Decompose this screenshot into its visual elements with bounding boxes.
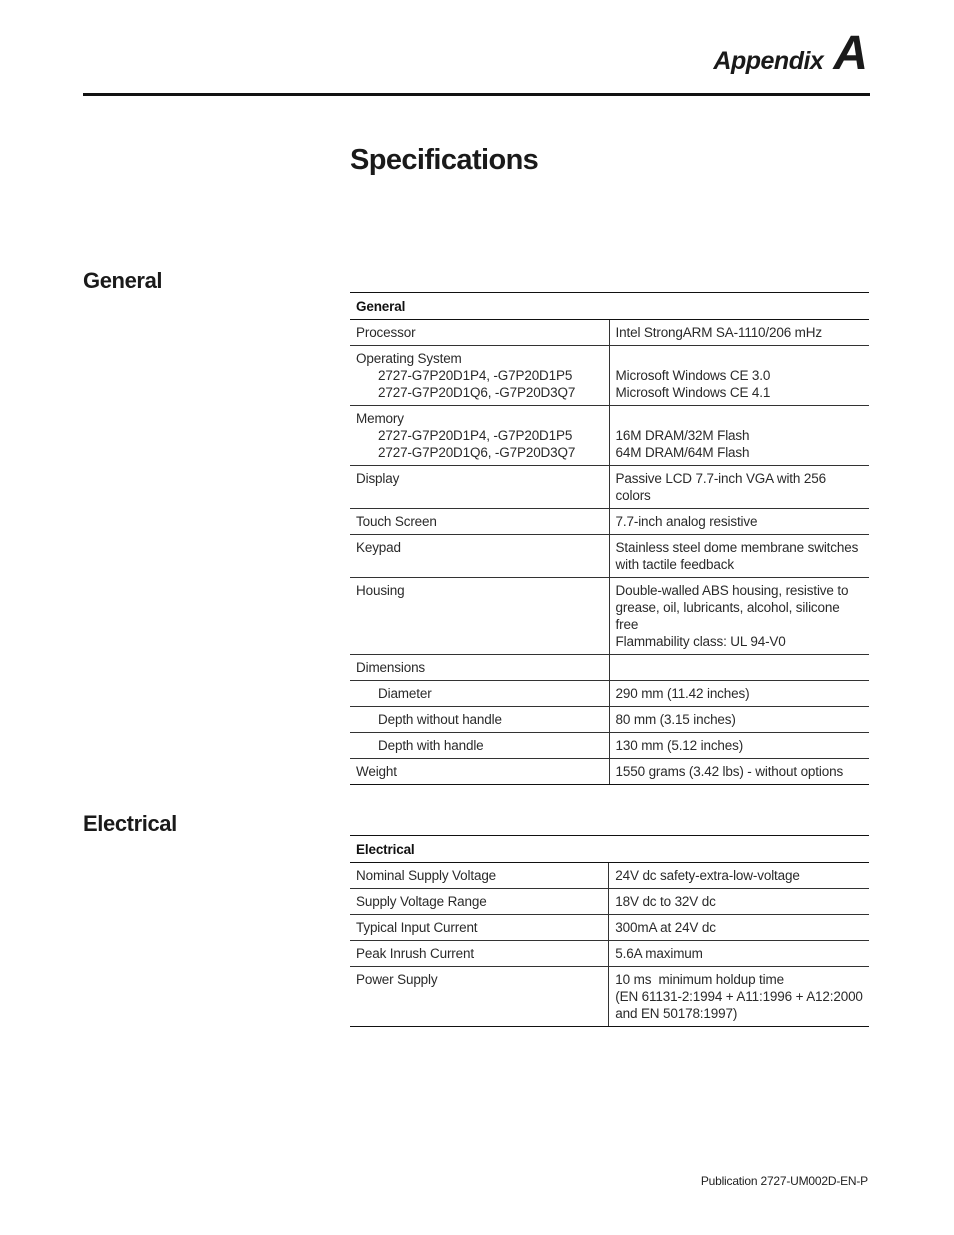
table-row xyxy=(350,509,869,535)
general-spec-table xyxy=(350,292,869,785)
page-title: Specifications xyxy=(350,144,539,176)
spec-value: with tactile feedback xyxy=(615,557,734,572)
table-row xyxy=(350,320,869,346)
table-row xyxy=(350,578,869,655)
spec-value: 64M DRAM/64M Flash xyxy=(615,445,750,460)
model-number: 2727-G7P20D1Q6, -G7P20D3Q7 xyxy=(378,445,576,460)
spec-value-cell xyxy=(609,578,869,655)
spec-value: 290 mm (11.42 inches) xyxy=(609,681,869,707)
table-row xyxy=(350,535,869,578)
spec-value-empty xyxy=(609,655,869,681)
spec-value: 1550 grams (3.42 lbs) - without options xyxy=(609,759,869,785)
spec-value-cell xyxy=(609,346,869,406)
appendix-letter: A xyxy=(833,27,868,80)
table-header-row xyxy=(350,836,869,863)
spec-value: Double-walled ABS housing, resistive to xyxy=(615,583,849,598)
table-row xyxy=(350,466,869,509)
table-row xyxy=(350,681,869,707)
spec-value: grease, oil, lubricants, alcohol, silicone free xyxy=(615,600,840,632)
spec-value: 7.7-inch analog resistive xyxy=(609,509,869,535)
section-title-electrical: Electrical xyxy=(83,811,177,836)
spec-label: Supply Voltage Range xyxy=(350,889,609,915)
spec-label: Operating System xyxy=(356,351,462,366)
spec-label-cell xyxy=(350,707,609,733)
spec-value: 18V dc to 32V dc xyxy=(609,889,869,915)
spec-label: Diameter xyxy=(378,686,432,701)
spec-value: 300mA at 24V dc xyxy=(609,915,869,941)
spec-label-cell xyxy=(350,346,609,406)
spec-value: 5.6A maximum xyxy=(609,941,869,967)
table-header-row xyxy=(350,293,869,320)
spec-label-cell xyxy=(350,681,609,707)
electrical-table-header: Electrical xyxy=(350,836,869,863)
spec-value-cell xyxy=(609,967,869,1027)
spec-value: 10 ms minimum holdup time xyxy=(615,972,784,987)
spec-value: Intel StrongARM SA-1110/206 mHz xyxy=(609,320,869,346)
spec-label: Display xyxy=(350,466,609,509)
electrical-spec-table xyxy=(350,835,869,1027)
appendix-heading xyxy=(713,27,868,80)
table-row xyxy=(350,759,869,785)
spec-value-cell xyxy=(609,406,869,466)
spec-label: Keypad xyxy=(350,535,609,578)
spec-value: 24V dc safety-extra-low-voltage xyxy=(609,863,869,889)
spec-value: Microsoft Windows CE 4.1 xyxy=(615,385,771,400)
spec-value: Microsoft Windows CE 3.0 xyxy=(615,368,771,383)
table-row xyxy=(350,967,869,1027)
table-row xyxy=(350,733,869,759)
spec-value: Passive LCD 7.7-inch VGA with 256 colors xyxy=(609,466,869,509)
spec-value: 16M DRAM/32M Flash xyxy=(615,428,750,443)
spec-value: Flammability class: UL 94-V0 xyxy=(615,634,786,649)
table-row xyxy=(350,941,869,967)
appendix-word: Appendix xyxy=(713,47,824,75)
spec-label: Depth without handle xyxy=(378,712,502,727)
spec-value-cell xyxy=(609,535,869,578)
spec-label: Power Supply xyxy=(350,967,609,1027)
spec-value: 80 mm (3.15 inches) xyxy=(609,707,869,733)
table-row xyxy=(350,655,869,681)
table-row xyxy=(350,889,869,915)
header-rule xyxy=(83,93,870,96)
spec-label: Nominal Supply Voltage xyxy=(350,863,609,889)
spec-value: 130 mm (5.12 inches) xyxy=(609,733,869,759)
table-row xyxy=(350,863,869,889)
model-number: 2727-G7P20D1Q6, -G7P20D3Q7 xyxy=(378,385,576,400)
spec-value: and EN 50178:1997) xyxy=(615,1006,738,1021)
model-number: 2727-G7P20D1P4, -G7P20D1P5 xyxy=(378,428,573,443)
section-title-general: General xyxy=(83,268,163,293)
spec-value: (EN 61131-2:1994 + A11:1996 + A12:2000 xyxy=(615,989,863,1004)
table-row xyxy=(350,346,869,406)
spec-label: Memory xyxy=(356,411,404,426)
model-number: 2727-G7P20D1P4, -G7P20D1P5 xyxy=(378,368,573,383)
general-table-header: General xyxy=(350,293,869,320)
spec-label-cell xyxy=(350,406,609,466)
spec-label: Touch Screen xyxy=(350,509,609,535)
spec-label: Typical Input Current xyxy=(350,915,609,941)
table-row xyxy=(350,406,869,466)
spec-label: Weight xyxy=(350,759,609,785)
table-row xyxy=(350,707,869,733)
spec-label: Dimensions xyxy=(350,655,609,681)
publication-number: Publication 2727-UM002D-EN-P xyxy=(700,1174,868,1188)
table-row xyxy=(350,915,869,941)
spec-label: Processor xyxy=(350,320,609,346)
spec-label: Housing xyxy=(350,578,609,655)
spec-label: Peak Inrush Current xyxy=(350,941,609,967)
spec-label: Depth with handle xyxy=(378,738,484,753)
spec-value: Stainless steel dome membrane switches xyxy=(615,540,859,555)
spec-label-cell xyxy=(350,733,609,759)
